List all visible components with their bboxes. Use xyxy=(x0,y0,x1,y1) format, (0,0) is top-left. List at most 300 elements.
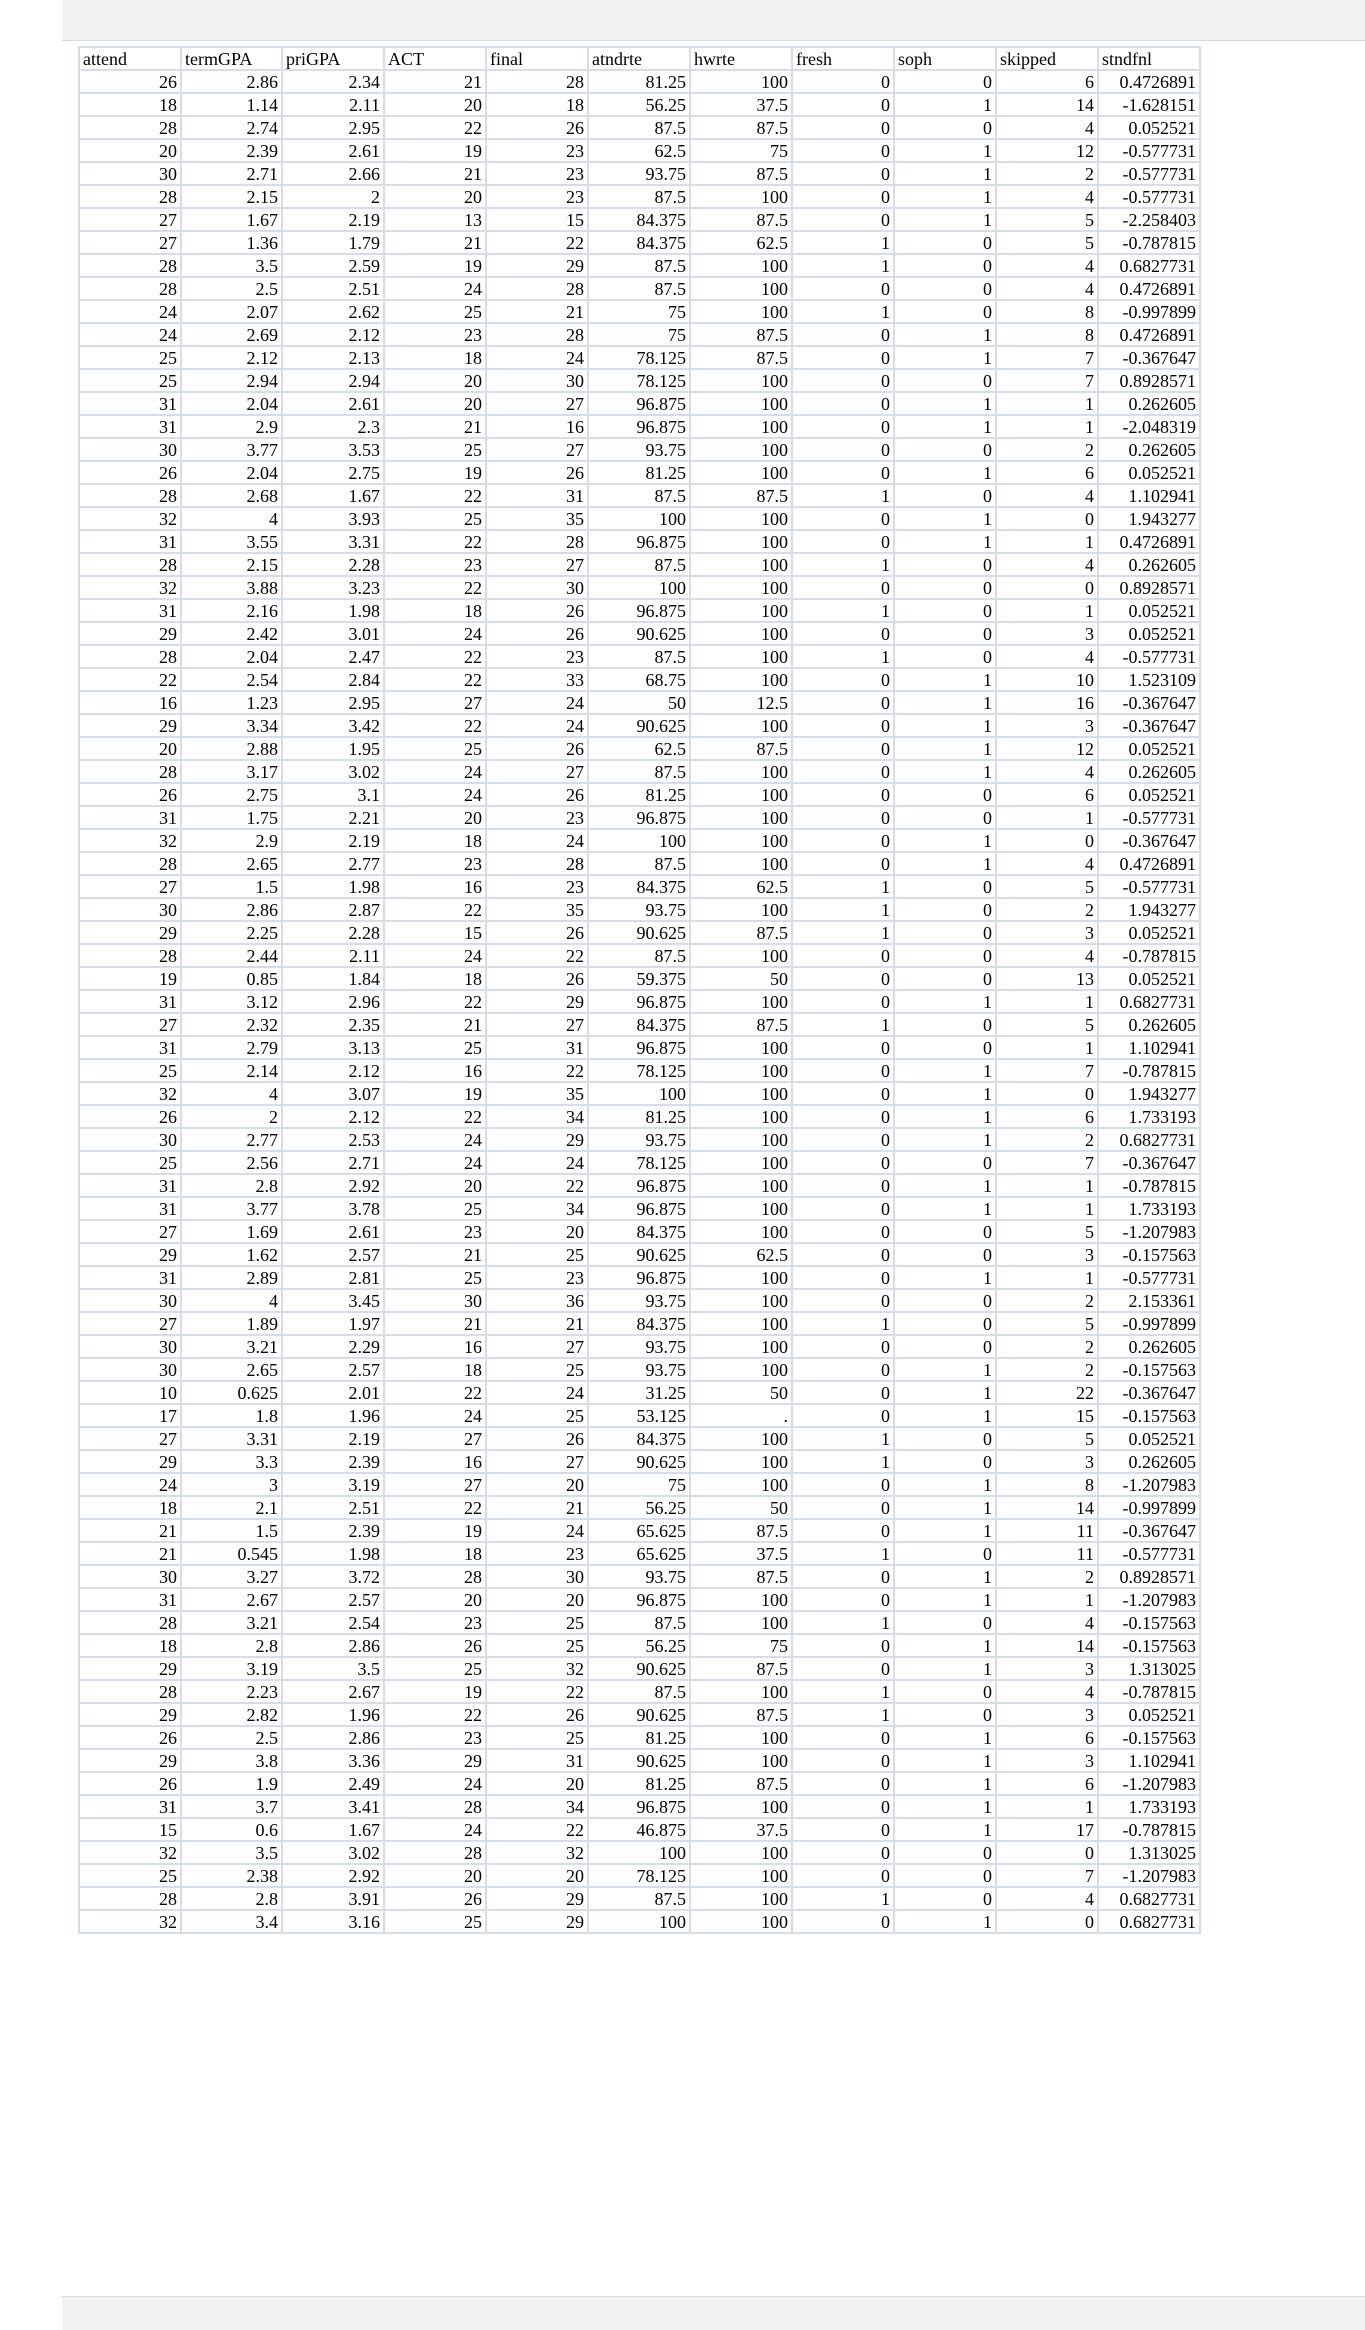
cell-stndfnl[interactable]: 0.262605 xyxy=(1098,1335,1200,1358)
cell-soph[interactable]: 1 xyxy=(894,1059,996,1082)
cell-stndfnl[interactable]: 1.733193 xyxy=(1098,1197,1200,1220)
cell-termgpa[interactable]: 2.04 xyxy=(181,645,282,668)
cell-attend[interactable]: 25 xyxy=(79,346,181,369)
cell-atndrte[interactable]: 78.125 xyxy=(588,346,690,369)
cell-stndfnl[interactable]: 0.052521 xyxy=(1098,967,1200,990)
cell-stndfnl[interactable]: -0.157563 xyxy=(1098,1404,1200,1427)
cell-fresh[interactable]: 0 xyxy=(792,208,894,231)
cell-termgpa[interactable]: 1.14 xyxy=(181,93,282,116)
cell-skipped[interactable]: 5 xyxy=(996,231,1098,254)
cell-soph[interactable]: 0 xyxy=(894,277,996,300)
cell-hwrte[interactable]: 100 xyxy=(690,576,792,599)
cell-termgpa[interactable]: 2.42 xyxy=(181,622,282,645)
cell-skipped[interactable]: 3 xyxy=(996,1703,1098,1726)
column-header-final[interactable]: final xyxy=(486,47,588,70)
cell-stndfnl[interactable]: -0.577731 xyxy=(1098,185,1200,208)
cell-atndrte[interactable]: 87.5 xyxy=(588,852,690,875)
cell-prigpa[interactable]: 2.21 xyxy=(282,806,384,829)
cell-act[interactable]: 22 xyxy=(384,1703,486,1726)
cell-final[interactable]: 31 xyxy=(486,1036,588,1059)
cell-atndrte[interactable]: 65.625 xyxy=(588,1519,690,1542)
cell-final[interactable]: 27 xyxy=(486,438,588,461)
cell-atndrte[interactable]: 90.625 xyxy=(588,622,690,645)
cell-stndfnl[interactable]: 0.6827731 xyxy=(1098,254,1200,277)
cell-soph[interactable]: 0 xyxy=(894,254,996,277)
cell-act[interactable]: 28 xyxy=(384,1795,486,1818)
cell-termgpa[interactable]: 2.5 xyxy=(181,277,282,300)
cell-prigpa[interactable]: 3.36 xyxy=(282,1749,384,1772)
cell-atndrte[interactable]: 100 xyxy=(588,576,690,599)
cell-stndfnl[interactable]: -0.577731 xyxy=(1098,875,1200,898)
cell-skipped[interactable]: 0 xyxy=(996,1841,1098,1864)
cell-attend[interactable]: 19 xyxy=(79,967,181,990)
cell-act[interactable]: 23 xyxy=(384,1220,486,1243)
cell-hwrte[interactable]: 75 xyxy=(690,1634,792,1657)
cell-soph[interactable]: 0 xyxy=(894,599,996,622)
cell-hwrte[interactable]: 100 xyxy=(690,990,792,1013)
cell-prigpa[interactable]: 2.53 xyxy=(282,1128,384,1151)
cell-fresh[interactable]: 0 xyxy=(792,1335,894,1358)
cell-fresh[interactable]: 0 xyxy=(792,1289,894,1312)
cell-skipped[interactable]: 11 xyxy=(996,1542,1098,1565)
cell-termgpa[interactable]: 3.21 xyxy=(181,1611,282,1634)
cell-hwrte[interactable]: 100 xyxy=(690,530,792,553)
cell-skipped[interactable]: 11 xyxy=(996,1519,1098,1542)
cell-hwrte[interactable]: 100 xyxy=(690,1864,792,1887)
cell-prigpa[interactable]: 2.12 xyxy=(282,323,384,346)
cell-termgpa[interactable]: 2.39 xyxy=(181,139,282,162)
cell-atndrte[interactable]: 53.125 xyxy=(588,1404,690,1427)
cell-hwrte[interactable]: 87.5 xyxy=(690,208,792,231)
cell-act[interactable]: 19 xyxy=(384,461,486,484)
cell-attend[interactable]: 30 xyxy=(79,898,181,921)
cell-hwrte[interactable]: 100 xyxy=(690,760,792,783)
cell-prigpa[interactable]: 2.39 xyxy=(282,1450,384,1473)
cell-attend[interactable]: 29 xyxy=(79,622,181,645)
cell-skipped[interactable]: 1 xyxy=(996,392,1098,415)
cell-skipped[interactable]: 14 xyxy=(996,1634,1098,1657)
cell-final[interactable]: 28 xyxy=(486,323,588,346)
cell-stndfnl[interactable]: 1.943277 xyxy=(1098,507,1200,530)
cell-fresh[interactable]: 0 xyxy=(792,760,894,783)
cell-prigpa[interactable]: 2.28 xyxy=(282,921,384,944)
cell-skipped[interactable]: 4 xyxy=(996,944,1098,967)
cell-attend[interactable]: 20 xyxy=(79,139,181,162)
cell-attend[interactable]: 31 xyxy=(79,415,181,438)
cell-hwrte[interactable]: 100 xyxy=(690,438,792,461)
cell-final[interactable]: 22 xyxy=(486,1174,588,1197)
cell-prigpa[interactable]: 2.39 xyxy=(282,1519,384,1542)
column-header-stndfnl[interactable]: stndfnl xyxy=(1098,47,1200,70)
cell-final[interactable]: 24 xyxy=(486,1151,588,1174)
cell-final[interactable]: 28 xyxy=(486,852,588,875)
cell-termgpa[interactable]: 3.3 xyxy=(181,1450,282,1473)
cell-soph[interactable]: 0 xyxy=(894,1289,996,1312)
cell-attend[interactable]: 32 xyxy=(79,576,181,599)
cell-final[interactable]: 25 xyxy=(486,1358,588,1381)
cell-prigpa[interactable]: 2.19 xyxy=(282,1427,384,1450)
cell-fresh[interactable]: 0 xyxy=(792,1197,894,1220)
cell-hwrte[interactable]: 100 xyxy=(690,553,792,576)
cell-hwrte[interactable]: 100 xyxy=(690,1749,792,1772)
cell-skipped[interactable]: 4 xyxy=(996,185,1098,208)
cell-prigpa[interactable]: 2.84 xyxy=(282,668,384,691)
column-header-act[interactable]: ACT xyxy=(384,47,486,70)
cell-atndrte[interactable]: 56.25 xyxy=(588,1634,690,1657)
cell-soph[interactable]: 1 xyxy=(894,1519,996,1542)
cell-hwrte[interactable]: 87.5 xyxy=(690,1565,792,1588)
cell-prigpa[interactable]: 2.92 xyxy=(282,1864,384,1887)
cell-attend[interactable]: 25 xyxy=(79,1059,181,1082)
cell-prigpa[interactable]: 3.19 xyxy=(282,1473,384,1496)
cell-skipped[interactable]: 5 xyxy=(996,875,1098,898)
cell-final[interactable]: 35 xyxy=(486,1082,588,1105)
cell-stndfnl[interactable]: 1.943277 xyxy=(1098,1082,1200,1105)
cell-stndfnl[interactable]: -0.157563 xyxy=(1098,1358,1200,1381)
cell-soph[interactable]: 0 xyxy=(894,369,996,392)
cell-atndrte[interactable]: 75 xyxy=(588,1473,690,1496)
cell-atndrte[interactable]: 96.875 xyxy=(588,599,690,622)
cell-atndrte[interactable]: 100 xyxy=(588,1082,690,1105)
cell-skipped[interactable]: 2 xyxy=(996,1289,1098,1312)
cell-fresh[interactable]: 0 xyxy=(792,576,894,599)
cell-stndfnl[interactable]: 0.052521 xyxy=(1098,116,1200,139)
cell-prigpa[interactable]: 2.96 xyxy=(282,990,384,1013)
cell-skipped[interactable]: 14 xyxy=(996,93,1098,116)
cell-stndfnl[interactable]: -0.367647 xyxy=(1098,1519,1200,1542)
cell-soph[interactable]: 0 xyxy=(894,1013,996,1036)
cell-fresh[interactable]: 1 xyxy=(792,484,894,507)
cell-soph[interactable]: 0 xyxy=(894,484,996,507)
cell-attend[interactable]: 27 xyxy=(79,231,181,254)
cell-fresh[interactable]: 1 xyxy=(792,553,894,576)
cell-attend[interactable]: 29 xyxy=(79,714,181,737)
cell-skipped[interactable]: 3 xyxy=(996,1450,1098,1473)
cell-prigpa[interactable]: 1.67 xyxy=(282,1818,384,1841)
cell-skipped[interactable]: 6 xyxy=(996,461,1098,484)
cell-hwrte[interactable]: 100 xyxy=(690,1588,792,1611)
cell-final[interactable]: 27 xyxy=(486,392,588,415)
cell-hwrte[interactable]: 100 xyxy=(690,1289,792,1312)
cell-prigpa[interactable]: 3.72 xyxy=(282,1565,384,1588)
cell-atndrte[interactable]: 87.5 xyxy=(588,484,690,507)
cell-attend[interactable]: 26 xyxy=(79,1772,181,1795)
cell-termgpa[interactable]: 1.5 xyxy=(181,1519,282,1542)
cell-soph[interactable]: 1 xyxy=(894,323,996,346)
cell-fresh[interactable]: 0 xyxy=(792,1404,894,1427)
cell-act[interactable]: 23 xyxy=(384,323,486,346)
cell-attend[interactable]: 29 xyxy=(79,1703,181,1726)
cell-act[interactable]: 18 xyxy=(384,1358,486,1381)
cell-atndrte[interactable]: 93.75 xyxy=(588,1128,690,1151)
cell-prigpa[interactable]: 2 xyxy=(282,185,384,208)
cell-termgpa[interactable]: 2.75 xyxy=(181,783,282,806)
cell-termgpa[interactable]: 2.77 xyxy=(181,1128,282,1151)
cell-stndfnl[interactable]: -2.048319 xyxy=(1098,415,1200,438)
cell-act[interactable]: 26 xyxy=(384,1887,486,1910)
cell-atndrte[interactable]: 96.875 xyxy=(588,392,690,415)
cell-skipped[interactable]: 4 xyxy=(996,645,1098,668)
cell-prigpa[interactable]: 2.12 xyxy=(282,1105,384,1128)
cell-attend[interactable]: 27 xyxy=(79,208,181,231)
cell-termgpa[interactable]: 2.86 xyxy=(181,70,282,93)
cell-attend[interactable]: 26 xyxy=(79,783,181,806)
cell-prigpa[interactable]: 3.31 xyxy=(282,530,384,553)
cell-final[interactable]: 28 xyxy=(486,277,588,300)
column-header-skipped[interactable]: skipped xyxy=(996,47,1098,70)
cell-prigpa[interactable]: 2.47 xyxy=(282,645,384,668)
cell-act[interactable]: 20 xyxy=(384,1174,486,1197)
cell-hwrte[interactable]: 87.5 xyxy=(690,1519,792,1542)
cell-skipped[interactable]: 3 xyxy=(996,1657,1098,1680)
cell-prigpa[interactable]: 1.79 xyxy=(282,231,384,254)
cell-stndfnl[interactable]: -0.367647 xyxy=(1098,1151,1200,1174)
cell-soph[interactable]: 1 xyxy=(894,691,996,714)
cell-final[interactable]: 26 xyxy=(486,921,588,944)
cell-termgpa[interactable]: 1.5 xyxy=(181,875,282,898)
cell-attend[interactable]: 10 xyxy=(79,1381,181,1404)
cell-attend[interactable]: 28 xyxy=(79,645,181,668)
cell-attend[interactable]: 29 xyxy=(79,921,181,944)
cell-atndrte[interactable]: 84.375 xyxy=(588,208,690,231)
cell-stndfnl[interactable]: 0.262605 xyxy=(1098,760,1200,783)
cell-act[interactable]: 20 xyxy=(384,1864,486,1887)
cell-soph[interactable]: 0 xyxy=(894,944,996,967)
cell-attend[interactable]: 31 xyxy=(79,806,181,829)
cell-soph[interactable]: 1 xyxy=(894,990,996,1013)
cell-stndfnl[interactable]: -0.367647 xyxy=(1098,691,1200,714)
cell-stndfnl[interactable]: 0.4726891 xyxy=(1098,530,1200,553)
cell-act[interactable]: 16 xyxy=(384,875,486,898)
cell-atndrte[interactable]: 100 xyxy=(588,829,690,852)
cell-act[interactable]: 19 xyxy=(384,1519,486,1542)
cell-soph[interactable]: 1 xyxy=(894,185,996,208)
cell-termgpa[interactable]: 3.55 xyxy=(181,530,282,553)
cell-stndfnl[interactable]: -2.258403 xyxy=(1098,208,1200,231)
cell-final[interactable]: 26 xyxy=(486,622,588,645)
cell-attend[interactable]: 31 xyxy=(79,1174,181,1197)
cell-hwrte[interactable]: 100 xyxy=(690,1059,792,1082)
cell-termgpa[interactable]: 0.545 xyxy=(181,1542,282,1565)
cell-hwrte[interactable]: 100 xyxy=(690,1312,792,1335)
cell-atndrte[interactable]: 78.125 xyxy=(588,1864,690,1887)
cell-atndrte[interactable]: 56.25 xyxy=(588,1496,690,1519)
cell-atndrte[interactable]: 87.5 xyxy=(588,553,690,576)
cell-hwrte[interactable]: 100 xyxy=(690,1036,792,1059)
cell-skipped[interactable]: 4 xyxy=(996,116,1098,139)
cell-fresh[interactable]: 0 xyxy=(792,691,894,714)
cell-termgpa[interactable]: 1.36 xyxy=(181,231,282,254)
cell-prigpa[interactable]: 2.81 xyxy=(282,1266,384,1289)
cell-fresh[interactable]: 0 xyxy=(792,70,894,93)
cell-skipped[interactable]: 14 xyxy=(996,1496,1098,1519)
cell-hwrte[interactable]: 87.5 xyxy=(690,1772,792,1795)
cell-fresh[interactable]: 1 xyxy=(792,1450,894,1473)
cell-skipped[interactable]: 7 xyxy=(996,1864,1098,1887)
cell-stndfnl[interactable]: 0.4726891 xyxy=(1098,323,1200,346)
cell-atndrte[interactable]: 90.625 xyxy=(588,1243,690,1266)
cell-skipped[interactable]: 1 xyxy=(996,1197,1098,1220)
cell-fresh[interactable]: 0 xyxy=(792,806,894,829)
cell-atndrte[interactable]: 81.25 xyxy=(588,70,690,93)
cell-skipped[interactable]: 12 xyxy=(996,737,1098,760)
cell-stndfnl[interactable]: 0.052521 xyxy=(1098,1703,1200,1726)
cell-fresh[interactable]: 0 xyxy=(792,714,894,737)
column-header-atndrte[interactable]: atndrte xyxy=(588,47,690,70)
cell-prigpa[interactable]: 2.67 xyxy=(282,1680,384,1703)
cell-stndfnl[interactable]: 0.4726891 xyxy=(1098,852,1200,875)
cell-hwrte[interactable]: 62.5 xyxy=(690,231,792,254)
cell-final[interactable]: 26 xyxy=(486,599,588,622)
cell-act[interactable]: 22 xyxy=(384,530,486,553)
cell-attend[interactable]: 28 xyxy=(79,553,181,576)
cell-stndfnl[interactable]: 1.313025 xyxy=(1098,1657,1200,1680)
cell-stndfnl[interactable]: 0.052521 xyxy=(1098,461,1200,484)
cell-hwrte[interactable]: 50 xyxy=(690,1381,792,1404)
cell-termgpa[interactable]: 1.8 xyxy=(181,1404,282,1427)
cell-fresh[interactable]: 0 xyxy=(792,277,894,300)
cell-fresh[interactable]: 0 xyxy=(792,1036,894,1059)
cell-fresh[interactable]: 0 xyxy=(792,1082,894,1105)
cell-final[interactable]: 25 xyxy=(486,1726,588,1749)
cell-soph[interactable]: 1 xyxy=(894,1381,996,1404)
cell-atndrte[interactable]: 90.625 xyxy=(588,921,690,944)
cell-hwrte[interactable]: 87.5 xyxy=(690,737,792,760)
cell-termgpa[interactable]: 4 xyxy=(181,1289,282,1312)
cell-act[interactable]: 13 xyxy=(384,208,486,231)
cell-stndfnl[interactable]: 0.052521 xyxy=(1098,1427,1200,1450)
cell-hwrte[interactable]: 75 xyxy=(690,139,792,162)
cell-final[interactable]: 24 xyxy=(486,1381,588,1404)
cell-final[interactable]: 26 xyxy=(486,737,588,760)
cell-hwrte[interactable]: 100 xyxy=(690,369,792,392)
cell-hwrte[interactable]: . xyxy=(690,1404,792,1427)
cell-soph[interactable]: 1 xyxy=(894,139,996,162)
cell-atndrte[interactable]: 78.125 xyxy=(588,1151,690,1174)
cell-prigpa[interactable]: 2.19 xyxy=(282,829,384,852)
cell-soph[interactable]: 1 xyxy=(894,1128,996,1151)
cell-act[interactable]: 16 xyxy=(384,1059,486,1082)
cell-attend[interactable]: 28 xyxy=(79,944,181,967)
cell-atndrte[interactable]: 75 xyxy=(588,323,690,346)
cell-final[interactable]: 30 xyxy=(486,369,588,392)
cell-final[interactable]: 28 xyxy=(486,530,588,553)
cell-atndrte[interactable]: 84.375 xyxy=(588,875,690,898)
cell-termgpa[interactable]: 2.1 xyxy=(181,1496,282,1519)
cell-termgpa[interactable]: 2.74 xyxy=(181,116,282,139)
cell-termgpa[interactable]: 1.23 xyxy=(181,691,282,714)
cell-fresh[interactable]: 0 xyxy=(792,1795,894,1818)
cell-attend[interactable]: 28 xyxy=(79,116,181,139)
cell-soph[interactable]: 1 xyxy=(894,1473,996,1496)
cell-final[interactable]: 26 xyxy=(486,967,588,990)
cell-final[interactable]: 23 xyxy=(486,162,588,185)
cell-atndrte[interactable]: 100 xyxy=(588,1841,690,1864)
cell-soph[interactable]: 0 xyxy=(894,1151,996,1174)
cell-fresh[interactable]: 0 xyxy=(792,1059,894,1082)
cell-act[interactable]: 24 xyxy=(384,1128,486,1151)
cell-final[interactable]: 22 xyxy=(486,1680,588,1703)
cell-final[interactable]: 22 xyxy=(486,231,588,254)
cell-atndrte[interactable]: 78.125 xyxy=(588,369,690,392)
cell-final[interactable]: 25 xyxy=(486,1634,588,1657)
cell-stndfnl[interactable]: -1.207983 xyxy=(1098,1220,1200,1243)
cell-attend[interactable]: 32 xyxy=(79,1910,181,1933)
cell-termgpa[interactable]: 0.85 xyxy=(181,967,282,990)
cell-fresh[interactable]: 0 xyxy=(792,1588,894,1611)
cell-attend[interactable]: 31 xyxy=(79,1795,181,1818)
cell-soph[interactable]: 1 xyxy=(894,1657,996,1680)
cell-atndrte[interactable]: 96.875 xyxy=(588,1266,690,1289)
cell-act[interactable]: 19 xyxy=(384,1082,486,1105)
cell-termgpa[interactable]: 2.5 xyxy=(181,1726,282,1749)
cell-attend[interactable]: 28 xyxy=(79,1680,181,1703)
cell-final[interactable]: 27 xyxy=(486,1450,588,1473)
cell-fresh[interactable]: 1 xyxy=(792,921,894,944)
cell-act[interactable]: 18 xyxy=(384,1542,486,1565)
cell-act[interactable]: 20 xyxy=(384,369,486,392)
cell-prigpa[interactable]: 2.61 xyxy=(282,1220,384,1243)
cell-skipped[interactable]: 4 xyxy=(996,1887,1098,1910)
cell-attend[interactable]: 28 xyxy=(79,484,181,507)
cell-stndfnl[interactable]: 0.6827731 xyxy=(1098,990,1200,1013)
cell-soph[interactable]: 1 xyxy=(894,1795,996,1818)
cell-fresh[interactable]: 1 xyxy=(792,898,894,921)
cell-hwrte[interactable]: 100 xyxy=(690,1611,792,1634)
cell-fresh[interactable]: 0 xyxy=(792,1151,894,1174)
cell-prigpa[interactable]: 2.87 xyxy=(282,898,384,921)
cell-stndfnl[interactable]: 0.4726891 xyxy=(1098,277,1200,300)
cell-act[interactable]: 23 xyxy=(384,553,486,576)
cell-soph[interactable]: 1 xyxy=(894,1634,996,1657)
cell-attend[interactable]: 18 xyxy=(79,1634,181,1657)
cell-final[interactable]: 23 xyxy=(486,1266,588,1289)
cell-soph[interactable]: 0 xyxy=(894,1680,996,1703)
cell-skipped[interactable]: 0 xyxy=(996,1910,1098,1933)
cell-attend[interactable]: 27 xyxy=(79,1312,181,1335)
cell-attend[interactable]: 24 xyxy=(79,1473,181,1496)
cell-prigpa[interactable]: 2.95 xyxy=(282,116,384,139)
cell-soph[interactable]: 0 xyxy=(894,1887,996,1910)
cell-attend[interactable]: 31 xyxy=(79,530,181,553)
cell-final[interactable]: 25 xyxy=(486,1611,588,1634)
cell-attend[interactable]: 17 xyxy=(79,1404,181,1427)
cell-termgpa[interactable]: 3.77 xyxy=(181,1197,282,1220)
cell-atndrte[interactable]: 78.125 xyxy=(588,1059,690,1082)
cell-act[interactable]: 24 xyxy=(384,760,486,783)
cell-termgpa[interactable]: 2.9 xyxy=(181,829,282,852)
cell-attend[interactable]: 24 xyxy=(79,300,181,323)
cell-termgpa[interactable]: 3.31 xyxy=(181,1427,282,1450)
cell-stndfnl[interactable]: 0.052521 xyxy=(1098,783,1200,806)
cell-final[interactable]: 22 xyxy=(486,944,588,967)
cell-attend[interactable]: 28 xyxy=(79,760,181,783)
cell-act[interactable]: 25 xyxy=(384,1657,486,1680)
cell-fresh[interactable]: 0 xyxy=(792,392,894,415)
column-header-prigpa[interactable]: priGPA xyxy=(282,47,384,70)
cell-termgpa[interactable]: 3.19 xyxy=(181,1657,282,1680)
cell-termgpa[interactable]: 3.4 xyxy=(181,1910,282,1933)
cell-soph[interactable]: 1 xyxy=(894,1565,996,1588)
cell-skipped[interactable]: 15 xyxy=(996,1404,1098,1427)
cell-fresh[interactable]: 1 xyxy=(792,300,894,323)
cell-stndfnl[interactable]: 0.6827731 xyxy=(1098,1910,1200,1933)
cell-atndrte[interactable]: 81.25 xyxy=(588,1726,690,1749)
cell-soph[interactable]: 1 xyxy=(894,852,996,875)
cell-attend[interactable]: 30 xyxy=(79,1289,181,1312)
cell-hwrte[interactable]: 100 xyxy=(690,1335,792,1358)
cell-fresh[interactable]: 0 xyxy=(792,1519,894,1542)
